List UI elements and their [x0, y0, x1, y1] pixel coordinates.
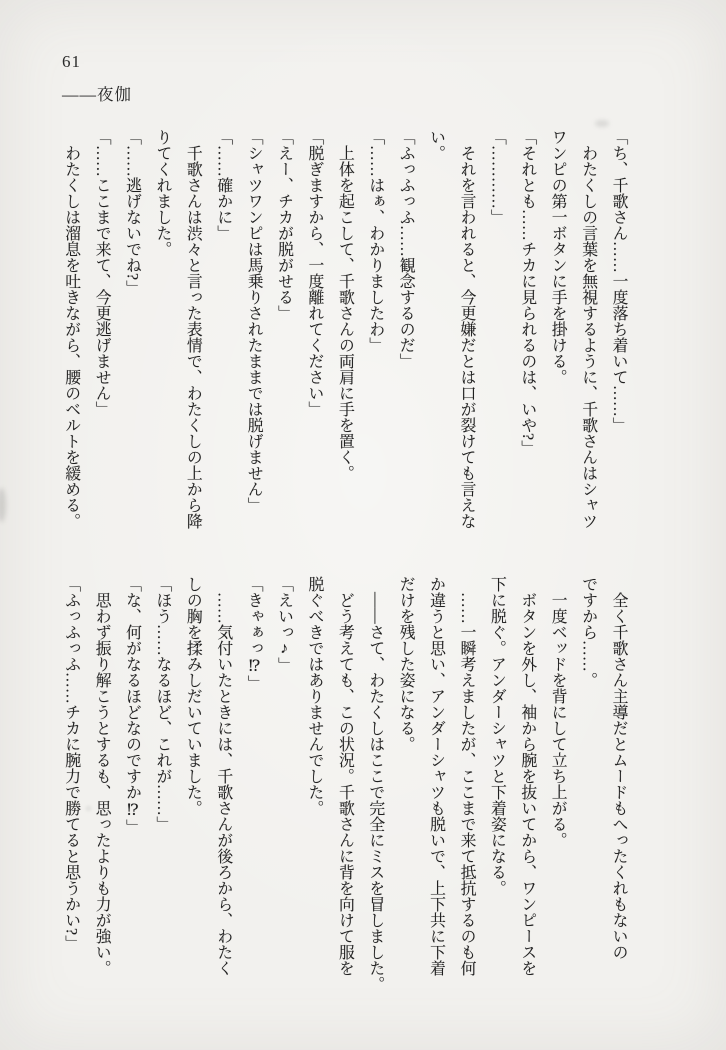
- text-column: しの胸を揉みしだいていました。: [184, 576, 202, 816]
- text-column: 一度ベッドを背にして立ち上がる。: [549, 592, 567, 848]
- text-column: ワンピの第一ボタンに手を掛ける。: [549, 129, 567, 385]
- text-column: 千歌さんは渋々と言った表情で、わたくしの上から降: [184, 145, 202, 529]
- text-column: ですから……。: [579, 576, 597, 688]
- text-column: わたくしは溜息を吐きながら、腰のベルトを緩める。: [62, 145, 80, 529]
- bottom-text-block: [55, 576, 633, 1008]
- text-column: 「ふっふっふ……チカに腕力で勝てると思うかい?」: [62, 576, 80, 952]
- text-column: 「脱ぎますから、一度離れてください」: [305, 129, 323, 417]
- text-column: 全く千歌さん主導だとムードもへったくれもないの: [610, 592, 627, 960]
- page-number: 61: [62, 52, 81, 71]
- text-column: りてくれました。: [153, 129, 171, 257]
- text-column: 「それとも……チカに見られるのは、いや?」: [518, 129, 536, 457]
- scan-artifact: [0, 488, 6, 522]
- text-column: か違うと思い、アンダーシャツも脱いで、上下共に下着: [427, 576, 445, 976]
- text-column: 下に脱ぐ。アンダーシャツと下着姿になる。: [488, 576, 506, 896]
- text-column: わたくしの言葉を無視するように、千歌さんはシャツ: [579, 145, 597, 529]
- text-column: 思わず振り解こうとするも、思ったよりも力が強い。: [93, 592, 111, 976]
- text-column: 「ふっふっふ……観念するのだ」: [397, 129, 415, 369]
- text-column: 脱ぐべきではありませんでした。: [305, 576, 323, 816]
- text-column: 「……確かに」: [214, 129, 232, 241]
- text-column: 「…………」: [488, 129, 506, 225]
- text-column: 「ほう……なるほど、これが……」: [153, 576, 171, 832]
- text-column: ……気付いたときには、千歌さんが後ろから、わたく: [214, 592, 232, 976]
- text-column: 「えいっ♪」: [275, 576, 293, 674]
- text-column: 「……ここまで来て、今更逃げません」: [93, 129, 111, 417]
- top-text-block: [55, 129, 633, 549]
- text-column: 「な、何がなるほどなのですか⁉」: [123, 576, 141, 836]
- scan-artifact: [595, 120, 609, 127]
- text-column: い。: [427, 129, 445, 161]
- text-column: 上体を起こして、千歌さんの両肩に手を置く。: [336, 145, 354, 481]
- text-column: ボタンを外し、袖から腕を抜いてから、ワンピースを: [518, 592, 536, 976]
- text-column: ――さて、わたくしはここで完全にミスを冒しました。: [366, 592, 384, 992]
- text-column: だけを残した姿になる。: [397, 576, 415, 752]
- text-column: それを言われると、今更嫌だとは口が裂けても言えな: [457, 145, 475, 529]
- text-column: どう考えても、この状況。千歌さんに背を向けて服を: [336, 592, 354, 976]
- page-header: [62, 52, 132, 105]
- text-column: 「シャツワンピは馬乗りされたままでは脱げません」: [245, 129, 263, 513]
- text-column: 「きゃぁっ⁉」: [245, 576, 263, 692]
- text-column: 「……逃げないでね?」: [123, 129, 141, 297]
- text-column: 「……はぁ、わかりましたわ」: [366, 129, 384, 353]
- running-header-chapter-title: ――夜伽: [62, 85, 132, 104]
- text-column: ……一瞬考えましたが、ここまで来て抵抗するのも何: [457, 592, 475, 976]
- text-column: 「ち、千歌さん……一度落ち着いて……」: [610, 129, 627, 433]
- text-column: 「えー、チカが脱がせる」: [275, 129, 293, 321]
